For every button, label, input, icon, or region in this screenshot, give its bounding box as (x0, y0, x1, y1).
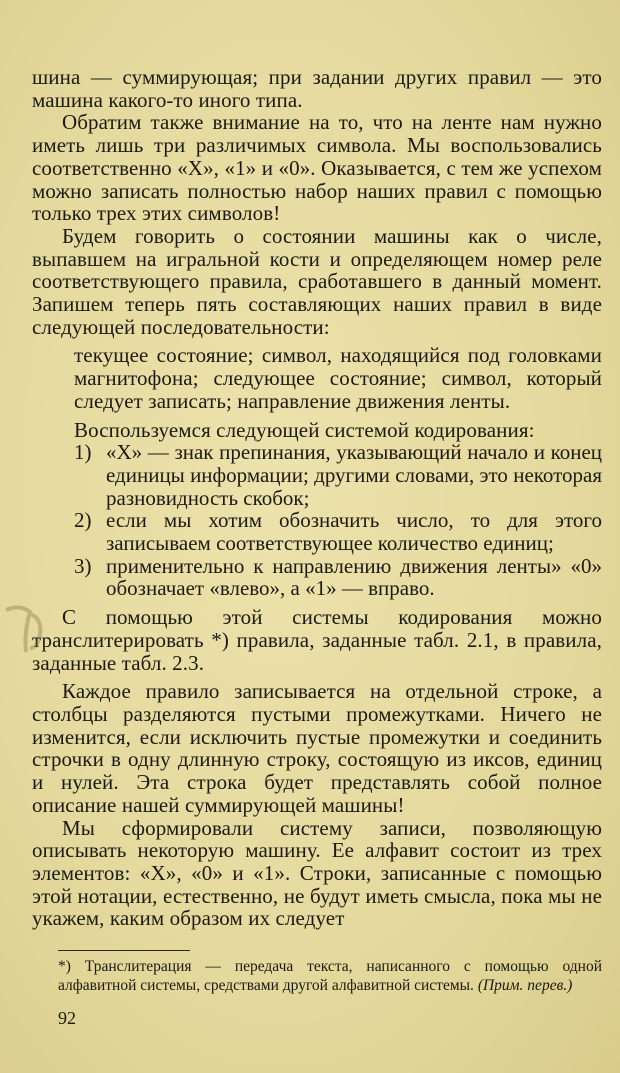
paragraph-2: Обратим также внимание на то, что на ленте нам нужно иметь лишь три различимых символа. Мы воспользовались соответственно «X», «1» и «0». Оказывается, с тем же успехом можно записать полностью набор наших правил с помощью только трех этих символов! (32, 110, 602, 226)
footnote-text: *) Транслитерация — передача текста, написанного с помощью одной алфавитной системы, средствами другой алфавитной системы. (58, 958, 602, 995)
paragraph-5: Воспользуемся следующей системой кодирования: (74, 417, 535, 442)
footnote-divider (58, 950, 190, 951)
paragraph-4: текущее состояние; символ, находящийся под головками магнитофона; следующее состояние; символ, который следует записать; направление движения ленты. (74, 343, 602, 413)
faded-stamp-mark (0, 600, 50, 660)
list-item-number: 1) (74, 440, 92, 465)
paragraph-3: Будем говорить о состоянии машины как о числе, выпавшем на игральной кости и определяющем номер реле соответствующего правила, сработавшего в данный момент. Запишем теперь пять составляющих наших правил в виде следующей последовательности: (32, 223, 602, 339)
list-item-text: применительно к направлению движения ленты» «0» обозначает «влево», а «1» — вправо. (106, 553, 602, 601)
coding-rules-list (32, 441, 602, 600)
page-number: 92 (58, 1008, 76, 1028)
list-item-text: если мы хотим обозначить число, то для этого записываем соответствующее количество единиц; (106, 508, 602, 556)
paragraph-8: Мы сформировали систему записи, позволяющую описывать некоторую машину. Ее алфавит состоит из трех элементов: «X», «0» и «1». Строки, записанные с помощью этой нотации, естественно, не будут иметь смысла, пока мы не укажем, каким образом их следует (32, 815, 602, 931)
footnote-note: (Прим. перев.) (477, 977, 573, 995)
footnote (58, 957, 602, 995)
paragraph-6: С помощью этой системы кодирования можно транслитерировать *) правила, заданные табл. 2.1, в правила, заданные табл. 2.3. (32, 605, 602, 675)
list-item (74, 441, 602, 509)
paragraph-1: шина — суммирующая; при задании других правил — это машина какого-то иного типа. (32, 65, 602, 112)
list-item-number: 2) (74, 508, 92, 533)
list-item (74, 555, 602, 600)
list-item-number: 3) (74, 553, 92, 578)
paragraph-7: Каждое правило записывается на отдельной строке, а столбцы разделяются пустыми промежутками. Ничего не изменится, если исключить пустые промежутки и соединить строчки в одну длинную строку, состоящую из иксов, единиц и нулей. Эта строка будет представлять собой полное описание нашей суммирующей машины! (32, 679, 602, 817)
list-item-text: «X» — знак препинания, указывающий начало и конец единицы информации; другими словами, это некоторая разновидность скобок; (106, 440, 602, 510)
list-item (74, 509, 602, 554)
